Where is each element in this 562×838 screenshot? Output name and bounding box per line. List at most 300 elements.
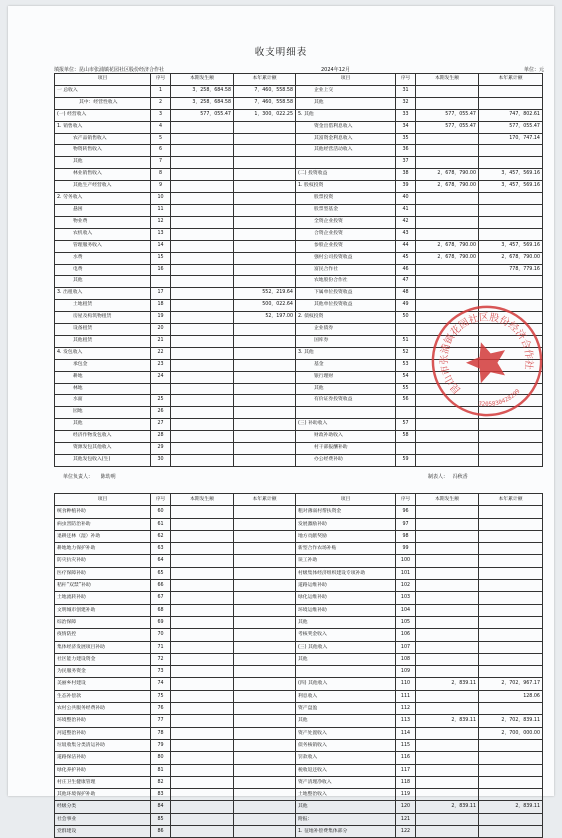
table-cell bbox=[171, 312, 234, 324]
table-cell bbox=[171, 826, 234, 838]
table-cell bbox=[171, 813, 234, 825]
table-cell: 39 bbox=[396, 181, 416, 193]
table-cell: 72 bbox=[151, 653, 171, 665]
table-cell bbox=[171, 324, 234, 336]
table-cell: 经级分类 bbox=[55, 801, 151, 813]
table-cell: 农村公共服务经费补助 bbox=[55, 703, 151, 715]
table-cell: (三) 其他收入 bbox=[296, 641, 396, 653]
table-cell: 128.06 bbox=[479, 690, 543, 702]
table-cell: 生态补偿款 bbox=[55, 690, 151, 702]
table-cell bbox=[171, 216, 234, 228]
table-cell: 29 bbox=[151, 443, 171, 455]
table-cell bbox=[171, 666, 234, 678]
table-cell bbox=[416, 653, 479, 665]
table-cell bbox=[479, 431, 543, 443]
table-row bbox=[55, 678, 543, 690]
table-cell bbox=[296, 666, 396, 678]
table-row bbox=[55, 789, 543, 801]
table-cell bbox=[479, 653, 543, 665]
table-cell bbox=[234, 703, 296, 715]
table-cell bbox=[171, 145, 234, 157]
table-cell bbox=[234, 169, 296, 181]
table-cell bbox=[234, 506, 296, 518]
table-cell bbox=[234, 752, 296, 764]
table-cell: 粗对薄弱村帮扶资金 bbox=[296, 506, 396, 518]
table-cell: 110 bbox=[396, 678, 416, 690]
table-cell: 管理服务收入 bbox=[55, 240, 151, 252]
column-header: 本期发生额 bbox=[416, 494, 479, 506]
table-cell bbox=[416, 752, 479, 764]
table-cell bbox=[171, 335, 234, 347]
table-cell bbox=[171, 204, 234, 216]
table-cell: 统食种植补助 bbox=[55, 506, 151, 518]
table-cell: 绿化运维补助 bbox=[296, 592, 396, 604]
table-cell: 2. 债权投资 bbox=[296, 312, 396, 324]
table-cell bbox=[234, 690, 296, 702]
table-cell: 3，258，684.58 bbox=[171, 97, 234, 109]
table-cell: 村级集体经济组织建设专项补助 bbox=[296, 567, 396, 579]
table-cell: 其他 bbox=[55, 276, 151, 288]
table-cell bbox=[479, 288, 543, 300]
table-cell: 61 bbox=[151, 518, 171, 530]
official-seal-stamp bbox=[428, 302, 546, 420]
table-cell: 病虫害防治补助 bbox=[55, 518, 151, 530]
table-cell: 3，457，569.16 bbox=[479, 181, 543, 193]
table-cell: 51 bbox=[396, 335, 416, 347]
table-cell: 其他发包收入(生) bbox=[55, 455, 151, 467]
table-cell: 利息收入 bbox=[296, 690, 396, 702]
table-cell: 52 bbox=[396, 347, 416, 359]
table-cell: 2. 劳务收入 bbox=[55, 193, 151, 205]
table-cell bbox=[416, 419, 479, 431]
table-cell bbox=[234, 216, 296, 228]
table-cell bbox=[416, 443, 479, 455]
table-cell: 34 bbox=[396, 121, 416, 133]
table-cell bbox=[171, 240, 234, 252]
table-cell bbox=[234, 371, 296, 383]
table-cell: 19 bbox=[151, 312, 171, 324]
table-cell bbox=[479, 641, 543, 653]
table-cell: 为民服务资金 bbox=[55, 666, 151, 678]
table-cell: 强村公司投资收益 bbox=[296, 252, 396, 264]
table-cell: 有价证券投资收益 bbox=[296, 395, 396, 407]
table-cell: 2，839.11 bbox=[479, 801, 543, 813]
table-cell: 86 bbox=[151, 826, 171, 838]
table-cell bbox=[171, 604, 234, 616]
table-cell bbox=[171, 506, 234, 518]
table-cell: 78 bbox=[151, 727, 171, 739]
table-cell: 林业销售收入 bbox=[55, 169, 151, 181]
table-cell bbox=[234, 567, 296, 579]
table-cell: 一 总收入 bbox=[55, 85, 151, 97]
table-cell bbox=[416, 133, 479, 145]
table-cell: 59 bbox=[396, 455, 416, 467]
table-cell: 绿化养护补助 bbox=[55, 764, 151, 776]
table-cell bbox=[171, 252, 234, 264]
table-cell: 74 bbox=[151, 678, 171, 690]
table-row bbox=[55, 801, 543, 813]
table-cell bbox=[296, 407, 396, 419]
table-cell bbox=[234, 616, 296, 628]
table-cell: 水费 bbox=[55, 252, 151, 264]
table-cell bbox=[479, 567, 543, 579]
table-cell: 63 bbox=[151, 543, 171, 555]
table-cell: 25 bbox=[151, 395, 171, 407]
column-header: 项目 bbox=[296, 494, 396, 506]
table-cell bbox=[171, 121, 234, 133]
table-cell bbox=[234, 801, 296, 813]
column-header: 本期发生额 bbox=[171, 494, 234, 506]
table-row bbox=[55, 604, 543, 616]
table-cell: 106 bbox=[396, 629, 416, 641]
table-cell: 57 bbox=[396, 419, 416, 431]
table-cell bbox=[234, 157, 296, 169]
table-cell: 承包金 bbox=[55, 359, 151, 371]
table-cell bbox=[416, 85, 479, 97]
table-cell: 24 bbox=[151, 371, 171, 383]
table-cell: 13 bbox=[151, 228, 171, 240]
table-cell bbox=[416, 276, 479, 288]
table-cell: 其他 bbox=[296, 616, 396, 628]
table-cell: 111 bbox=[396, 690, 416, 702]
table-cell: 党群建设 bbox=[55, 826, 151, 838]
table-cell: 53 bbox=[396, 359, 416, 371]
table-cell bbox=[234, 629, 296, 641]
table-cell bbox=[234, 359, 296, 371]
table-cell: 考核奖金收入 bbox=[296, 629, 396, 641]
table-cell: 80 bbox=[151, 752, 171, 764]
table-cell: 112 bbox=[396, 703, 416, 715]
table-cell: 577，055.47 bbox=[416, 109, 479, 121]
table-cell bbox=[234, 813, 296, 825]
table-cell bbox=[416, 216, 479, 228]
table-cell: 41 bbox=[396, 204, 416, 216]
table-cell bbox=[171, 193, 234, 205]
table-cell bbox=[479, 813, 543, 825]
table-cell bbox=[416, 776, 479, 788]
table-cell: 5 bbox=[151, 133, 171, 145]
table-cell: 社会事业 bbox=[55, 813, 151, 825]
table-cell: 下属单位投资收益 bbox=[296, 288, 396, 300]
table-cell: 85 bbox=[151, 813, 171, 825]
table-cell bbox=[234, 641, 296, 653]
table-cell: 49 bbox=[396, 300, 416, 312]
column-header: 序号 bbox=[396, 494, 416, 506]
column-header: 本年累计额 bbox=[479, 74, 543, 86]
table-cell bbox=[479, 666, 543, 678]
table-cell: 10 bbox=[151, 193, 171, 205]
table-cell: 美丽乡村建设 bbox=[55, 678, 151, 690]
table-cell bbox=[416, 666, 479, 678]
table-cell: 9 bbox=[151, 181, 171, 193]
table-cell bbox=[171, 616, 234, 628]
table-cell bbox=[171, 371, 234, 383]
table-cell: 84 bbox=[151, 801, 171, 813]
table-cell bbox=[171, 407, 234, 419]
table-cell: 附报： bbox=[296, 813, 396, 825]
table-cell bbox=[234, 324, 296, 336]
table-cell: 其他 bbox=[296, 383, 396, 395]
table-cell: 118 bbox=[396, 776, 416, 788]
table-cell bbox=[151, 383, 171, 395]
table-cell bbox=[479, 764, 543, 776]
table-cell bbox=[171, 555, 234, 567]
table-row bbox=[55, 739, 543, 751]
table-cell: 81 bbox=[151, 764, 171, 776]
table-cell bbox=[234, 431, 296, 443]
table-cell: 82 bbox=[151, 776, 171, 788]
table-cell bbox=[171, 653, 234, 665]
table-cell bbox=[416, 431, 479, 443]
table-cell: 8 bbox=[151, 169, 171, 181]
table-cell: 耕地 bbox=[55, 371, 151, 383]
table-cell: 发展激励补助 bbox=[296, 518, 396, 530]
table-cell bbox=[416, 641, 479, 653]
table-cell: 环境运维补助 bbox=[296, 604, 396, 616]
table-cell: 其他 bbox=[55, 157, 151, 169]
unit-label: 单位：元 bbox=[524, 67, 545, 73]
table-cell: 100 bbox=[396, 555, 416, 567]
table-cell: 误工补助 bbox=[296, 555, 396, 567]
table-cell: 44 bbox=[396, 240, 416, 252]
table-cell: 83 bbox=[151, 789, 171, 801]
table-cell: 47 bbox=[396, 276, 416, 288]
table-row bbox=[55, 715, 543, 727]
table-cell bbox=[171, 715, 234, 727]
table-cell: 基金 bbox=[296, 359, 396, 371]
table-cell: 其他租赁 bbox=[55, 335, 151, 347]
table-cell bbox=[416, 813, 479, 825]
table-cell: 2，678，790.00 bbox=[479, 252, 543, 264]
table-cell: (三) 补助收入 bbox=[296, 419, 396, 431]
table-cell bbox=[479, 506, 543, 518]
table-cell: 577，055.47 bbox=[479, 121, 543, 133]
table-cell: 其他 bbox=[296, 715, 396, 727]
table-cell bbox=[416, 264, 479, 276]
table-cell: (二) 投资收益 bbox=[296, 169, 396, 181]
table-cell: 60 bbox=[151, 506, 171, 518]
table-cell bbox=[171, 383, 234, 395]
table-cell bbox=[234, 443, 296, 455]
table-cell: 其他 bbox=[296, 653, 396, 665]
table-cell bbox=[171, 530, 234, 542]
table-cell: 102 bbox=[396, 580, 416, 592]
table-row bbox=[55, 133, 543, 145]
table-cell bbox=[234, 592, 296, 604]
table-cell: 5. 其他 bbox=[296, 109, 396, 121]
table-cell: 文明城市创建补助 bbox=[55, 604, 151, 616]
table-cell: 31 bbox=[396, 85, 416, 97]
table-cell: 新型合作农场补贴 bbox=[296, 543, 396, 555]
table-cell bbox=[171, 518, 234, 530]
column-header: 序号 bbox=[151, 74, 171, 86]
table-row bbox=[55, 264, 543, 276]
table-cell bbox=[234, 678, 296, 690]
table-cell bbox=[171, 455, 234, 467]
table-cell bbox=[171, 157, 234, 169]
table-cell: 32 bbox=[396, 97, 416, 109]
table-row bbox=[55, 555, 543, 567]
table-cell bbox=[416, 703, 479, 715]
table-cell: 747，802.61 bbox=[479, 109, 543, 121]
table-row bbox=[55, 455, 543, 467]
table-cell bbox=[171, 359, 234, 371]
table-cell: 农机收入 bbox=[55, 228, 151, 240]
table-cell: 3 bbox=[151, 109, 171, 121]
table-cell: 115 bbox=[396, 739, 416, 751]
table-row bbox=[55, 666, 543, 678]
table-cell: 46 bbox=[396, 264, 416, 276]
table-cell: 农地股份合作社 bbox=[296, 276, 396, 288]
table-cell: 股票型基金 bbox=[296, 204, 396, 216]
income-table-bottom bbox=[54, 493, 543, 838]
table-cell bbox=[234, 776, 296, 788]
table-cell bbox=[479, 204, 543, 216]
table-cell: 退耕还林（湿）补助 bbox=[55, 530, 151, 542]
table-cell: 其他 bbox=[55, 419, 151, 431]
table-cell bbox=[171, 592, 234, 604]
table-cell bbox=[416, 739, 479, 751]
table-cell bbox=[234, 789, 296, 801]
table-cell bbox=[234, 383, 296, 395]
table-cell: 14 bbox=[151, 240, 171, 252]
table-cell: 40 bbox=[396, 193, 416, 205]
table-cell bbox=[416, 157, 479, 169]
preparer-name: 冯秋香 bbox=[452, 474, 468, 480]
table-cell: 122 bbox=[396, 826, 416, 838]
table-cell bbox=[234, 727, 296, 739]
table-cell: 债务核销收入 bbox=[296, 739, 396, 751]
table-cell bbox=[234, 252, 296, 264]
table-cell: 66 bbox=[151, 580, 171, 592]
table-cell: 防灾抗灾补助 bbox=[55, 555, 151, 567]
table-cell bbox=[234, 580, 296, 592]
table-row bbox=[55, 85, 543, 97]
table-cell bbox=[234, 715, 296, 727]
table-cell: 物资转售收入 bbox=[55, 145, 151, 157]
table-cell bbox=[416, 629, 479, 641]
table-cell: 其他环境保护补助 bbox=[55, 789, 151, 801]
table-cell bbox=[234, 543, 296, 555]
table-cell bbox=[479, 157, 543, 169]
table-cell bbox=[234, 228, 296, 240]
table-cell: 7，460，558.58 bbox=[234, 85, 296, 97]
table-cell bbox=[479, 228, 543, 240]
table-cell bbox=[479, 419, 543, 431]
table-cell: 22 bbox=[151, 347, 171, 359]
table-cell bbox=[479, 518, 543, 530]
table-cell: 罚款收入 bbox=[296, 752, 396, 764]
table-cell bbox=[234, 121, 296, 133]
table-cell bbox=[479, 145, 543, 157]
table-cell: 林地 bbox=[55, 383, 151, 395]
table-cell bbox=[234, 193, 296, 205]
table-row bbox=[55, 592, 543, 604]
table-cell bbox=[171, 543, 234, 555]
table-cell: 全资企业投资 bbox=[296, 216, 396, 228]
table-cell: 70 bbox=[151, 629, 171, 641]
table-row bbox=[55, 121, 543, 133]
table-cell: 1 bbox=[151, 85, 171, 97]
table-cell bbox=[234, 276, 296, 288]
table-cell: 36 bbox=[396, 145, 416, 157]
table-cell: 河道整治补助 bbox=[55, 727, 151, 739]
table-cell: 耕地地力保护补助 bbox=[55, 543, 151, 555]
table-cell: 54 bbox=[396, 371, 416, 383]
table-row bbox=[55, 443, 543, 455]
table-cell: 2，700，000.00 bbox=[479, 727, 543, 739]
table-cell: 21 bbox=[151, 335, 171, 347]
table-cell: 富民合作社 bbox=[296, 264, 396, 276]
table-cell: 资产处置收入 bbox=[296, 727, 396, 739]
table-cell bbox=[171, 764, 234, 776]
table-row bbox=[55, 518, 543, 530]
table-cell: 财政补助收入 bbox=[296, 431, 396, 443]
table-cell: 4 bbox=[151, 121, 171, 133]
column-header: 本期发生额 bbox=[171, 74, 234, 86]
table-cell: 552，219.64 bbox=[234, 288, 296, 300]
table-row bbox=[55, 703, 543, 715]
table-cell: 2，702，967.17 bbox=[479, 678, 543, 690]
table-cell: 2，678，790.00 bbox=[416, 252, 479, 264]
table-cell: 101 bbox=[396, 567, 416, 579]
table-cell bbox=[171, 678, 234, 690]
table-cell: 104 bbox=[396, 604, 416, 616]
table-cell: 65 bbox=[151, 567, 171, 579]
table-cell: 121 bbox=[396, 813, 416, 825]
table-cell bbox=[171, 169, 234, 181]
table-row bbox=[55, 764, 543, 776]
table-cell: 62 bbox=[151, 530, 171, 542]
table-row bbox=[55, 629, 543, 641]
column-header: 项目 bbox=[55, 494, 151, 506]
column-header: 项目 bbox=[296, 74, 396, 86]
table-row bbox=[55, 157, 543, 169]
table-cell bbox=[396, 443, 416, 455]
table-cell bbox=[479, 543, 543, 555]
table-row bbox=[55, 169, 543, 181]
table-cell bbox=[234, 555, 296, 567]
table-cell bbox=[234, 240, 296, 252]
table-cell: 办公经费补助 bbox=[296, 455, 396, 467]
table-cell bbox=[479, 703, 543, 715]
table-cell: 村庄卫生健康管理 bbox=[55, 776, 151, 788]
table-cell: 资金出借利息收入 bbox=[296, 121, 396, 133]
table-cell bbox=[416, 506, 479, 518]
table-cell bbox=[479, 826, 543, 838]
table-cell: 18 bbox=[151, 300, 171, 312]
table-cell: 资产盘盈 bbox=[296, 703, 396, 715]
table-cell bbox=[171, 300, 234, 312]
table-cell bbox=[171, 641, 234, 653]
table-cell: 2，839.11 bbox=[416, 715, 479, 727]
table-row bbox=[55, 543, 543, 555]
table-cell: 108 bbox=[396, 653, 416, 665]
table-cell: 经济作物发包收入 bbox=[55, 431, 151, 443]
table-cell: 113 bbox=[396, 715, 416, 727]
table-cell: 30 bbox=[151, 455, 171, 467]
table-cell: (一) 经营收入 bbox=[55, 109, 151, 121]
table-cell bbox=[416, 288, 479, 300]
table-cell: 35 bbox=[396, 133, 416, 145]
table-cell bbox=[416, 204, 479, 216]
table-cell bbox=[479, 443, 543, 455]
table-cell: 2 bbox=[151, 97, 171, 109]
table-cell bbox=[416, 826, 479, 838]
table-row bbox=[55, 431, 543, 443]
page-title: 收支明细表 bbox=[254, 47, 308, 58]
table-cell: 3. 出租收入 bbox=[55, 288, 151, 300]
